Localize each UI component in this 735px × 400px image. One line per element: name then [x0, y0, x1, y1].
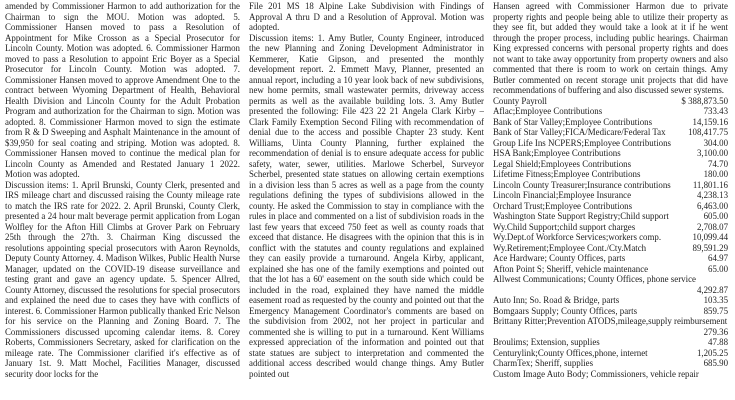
- ledger-amount: 279.36: [703, 326, 728, 337]
- ledger-amount: 89,591.29: [692, 242, 728, 253]
- ledger-row: [493, 106, 728, 117]
- minutes-paragraph: File 201 MS 18 Alpine Lake Subdivision with Findings of Approval A thru D and a Resolution of Approval. Motion was adopted.: [249, 1, 484, 32]
- ledger-row: [493, 201, 728, 212]
- ledger-row: [493, 190, 728, 201]
- ledger-row: [493, 243, 728, 254]
- minutes-paragraph: amended by Commissioner Harmon to add authorization for the Chairman to sign the MOU. Motion was adopted. 5. Commissioner Hansen moved to pass a Resolution of Appointment for Mike Crosson as a Special Prosecutor for Lincoln County. Motion was adopted. 6. Commissioner Harmon moved to pass a Resolution to appoint Eric Boyer as a Special Prosecutor for Lincoln County. Motion was adopted. 7. Commissioner Hansen moved to approve Amendment One to the contract between Wyoming Department of Health, Behavioral Health Division and Lincoln County for the Adult Probation Program and authorization for the Chairman to sign. Motion was adopted. 8. Commissioner Harmon moved to sign the estimate from R & D Sweeping and Asphalt Maintenance in the amount of $39,950 for seal coating and striping. Motion was adopted. 8. Commissioner Hansen moved to continue the medical plan for Lincoln County as Amended and Restated January 1 2022. Motion was adopted.: [5, 1, 240, 179]
- ledger-row: [493, 369, 728, 380]
- ledger-amount: 64.97: [708, 253, 728, 263]
- ledger-amount: 6,463.00: [696, 200, 728, 211]
- ledger-amount: 11,801.16: [692, 179, 728, 190]
- ledger-amount: 605.00: [703, 211, 728, 221]
- ledger-payee: Lincoln County Treasurer;Insurance contributions: [493, 179, 671, 190]
- ledger-payee: Bank of Star Valley;FICA/Medicare/Federal Tax: [493, 127, 666, 137]
- ledger-payee: Broulims; Extension, supplies: [493, 337, 600, 347]
- ledger-payee: Bank of Star Valley;Employee Contributions: [493, 116, 653, 127]
- ledger-payee: Orchard Trust;Employee Contributions: [493, 200, 633, 211]
- ledger-amount: 47.88: [708, 337, 728, 347]
- ledger-amount: 4,292.87: [696, 284, 728, 295]
- ledger-row: [493, 358, 728, 369]
- ledger-row: [493, 274, 728, 295]
- text-column-2: [249, 1, 484, 379]
- ledger-payee: Allwest Communications; County Offices, phone service: [493, 274, 696, 284]
- ledger-row: [493, 232, 728, 243]
- minutes-paragraph: Discussion items: 1. Amy Butler, County Engineer, introduced the new Planning and Zoning Development Administrator in Kemmerer, Katie Gipson, and presented the monthly development report. 2. Emmett Mavy, Planner, presented an annual report, including a 10 year look back of new subdivisions, new home permits, small wastewater permits, driveway access permits as well as the available building lots. 3. Amy Butler presented the following: File 423 22 21 Angela Clark Kirby – Clark Family Exemption Second Filing with recommendation of denial due to the access and possible Chapter 23 study. Kent Williams, Uinta County Planning, further explained the recommendation of denial is to ensure adequate access for public safety, water, sewer, utilities. Marlowe Scherbel, Surveyor Scherbel, presented state statues on allowing certain exemptions in a division less than 5 acres as well as a page from the county regulations defining the types of subdivisions allowed in the county. He asked the Commission to stay in compliance with the rules in place and commented on a list of subdivision roads in the last few years that exceed 750 feet as well as county roads that exceed that distance. He disagrees with the opinion that this is in conflict with the statutes and county regulations and explained they can easily provide a turnaround. Angela Kirby, applicant, explained she has one of the family exemptions and pointed out that the lot has a 60' easement on the south side which could be included in the road, explained they have named the middle easement road as requested by the county and pointed out that the Emergency Management Coordinator's comments are based on the subdivision from 2002, not her project in particular and commented she is willing to put in a turnaround. Kent Williams expressed appreciation of the information and pointed out that state statues are subject to interpretation and commented the additional access described would change things. Amy Butler pointed out: [249, 32, 484, 379]
- ledger-row: [493, 138, 728, 149]
- ledger-row: [493, 169, 728, 180]
- ledger-amount: 108,417.75: [688, 127, 728, 137]
- ledger-payee: Afton Point S; Sheriff, vehicle maintenance: [493, 263, 649, 274]
- ledger-payee: Wy.Dept.of Workforce Services;workers comp.: [493, 232, 662, 242]
- ledger-payee: County Payroll: [493, 95, 547, 106]
- ledger-payee: Custom Image Auto Body; Commissioners, vehicle repair: [493, 368, 699, 379]
- ledger-payee: Washington State Support Registry;Child support: [493, 211, 669, 221]
- ledger-amount: 733.43: [703, 106, 728, 116]
- ledger-amount: 14,159.16: [692, 116, 728, 127]
- ledger-payee: CharmTex; Sheriff, supplies: [493, 358, 594, 368]
- text-column-3: [493, 1, 728, 379]
- ledger-row: [493, 180, 728, 191]
- ledger-amount: 180.00: [703, 169, 728, 179]
- ledger-row: [493, 159, 728, 170]
- ledger-row: [493, 117, 728, 128]
- text-column-1: [5, 1, 240, 379]
- ledger-row: [493, 316, 728, 337]
- ledger-payee: Group Life Ins NCPERS;Employee Contributions: [493, 137, 671, 148]
- ledger-row: [493, 148, 728, 159]
- ledger-amount: 2,708.07: [696, 221, 728, 232]
- ledger-payee: Auto Inn; So. Road & Bridge, parts: [493, 295, 620, 305]
- minutes-paragraph: Discussion items: 1. April Brunski, County Clerk, presented and IRS mileage chart and discussed raising the County mileage rate to match the IRS rate for 2022. 2. April Brunski, County Clerk, presented a 24 hour malt beverage permit application from Logan Wolfley for the Afton Hill Climbs at Grover Park on February 25th through the 27th. 3. Chairman King discussed the resolutions appointing special prosecutors with Aaron Reynolds, Deputy County Attorney. 4. Madison Wilkes, Public Health Nurse Manager, updated on the COVID-19 disease surveillance and testing grant and gave an agency update. 5. Spencer Allred, County Attorney, discussed the resolutions for special prosecutors and explained the need due to cases they have with conflicts of interest. 6. Commissioner Harmon publically thanked Eric Nelson for his service on the Planning and Zoning Board. 7. The Commissioners discussed upcoming calendar items. 8. Corey Roberts, Commissioners Secretary, asked for clarification on the mileage rate. The Commissioner clarified it's effective as of January 1st. 9. Matt Mochel, Facilities Manager, discussed security door locks for the: [5, 179, 240, 379]
- ledger-payee: Wy.Child Support;child support charges: [493, 221, 636, 232]
- ledger-amount: 65.00: [708, 263, 728, 274]
- ledger-payee: Centurylink;County Offices,phone, internet: [493, 347, 648, 358]
- ledger-row: [493, 348, 728, 359]
- ledger-amount: 10,099.44: [692, 232, 728, 242]
- ledger-amount: 859.75: [703, 305, 728, 316]
- ledger-payee: Bomgaars Supply; County Offices, parts: [493, 305, 638, 316]
- ledger-payee: Brittany Ritter;Prevention ATODS,mileage,supply reimbursement: [493, 316, 728, 326]
- ledger-amount: 304.00: [703, 137, 728, 148]
- ledger-row: [493, 306, 728, 317]
- ledger-payee: Lincoln Financial;Employee Insurance: [493, 190, 632, 200]
- ledger-payee: Wy.Retirement;Employee Cont./Cty.Match: [493, 242, 647, 253]
- ledger-payee: Lifetime Fitness;Employee Contributions: [493, 169, 641, 179]
- ledger-amount: 74.70: [708, 158, 728, 169]
- ledger-row: [493, 96, 728, 107]
- ledger-amount: $ 388,873.50: [681, 95, 728, 106]
- ledger-amount: 4,238.13: [696, 190, 728, 200]
- ledger-payee: Legal Shield;Employees Contributions: [493, 158, 632, 169]
- ledger-amount: 1,205.25: [696, 347, 728, 358]
- ledger-payee: HSA Bank;Employee Contributions: [493, 148, 621, 158]
- ledger-amount: 685.90: [703, 358, 728, 368]
- minutes-paragraph: Hansen agreed with Commissioner Harmon due to private property rights and people being able to utilize their property as they see fit, but added they would take a look at it if he went through the proper process, including public hearings. Chairman King expressed concerns with personal property rights and does not want to take away opportunity from property owners and also commented that there is room to work on certain things. Amy Butler commented on recent storage unit projects that did have recommendations of buffering and also discussed sewer systems.: [493, 1, 728, 95]
- ledger-row: [493, 222, 728, 233]
- ledger-row: [493, 211, 728, 222]
- ledger-row: [493, 337, 728, 348]
- ledger-payee: Ace Hardware; County Offices, parts: [493, 253, 626, 263]
- ledger-amount: 3,100.00: [696, 148, 728, 158]
- ledger-payee: Aflac;Employee Contributions: [493, 106, 603, 116]
- ledger-row: [493, 264, 728, 275]
- ledger-row: [493, 295, 728, 306]
- ledger-row: [493, 127, 728, 138]
- ledger-row: [493, 253, 728, 264]
- ledger-amount: 103.35: [703, 295, 728, 305]
